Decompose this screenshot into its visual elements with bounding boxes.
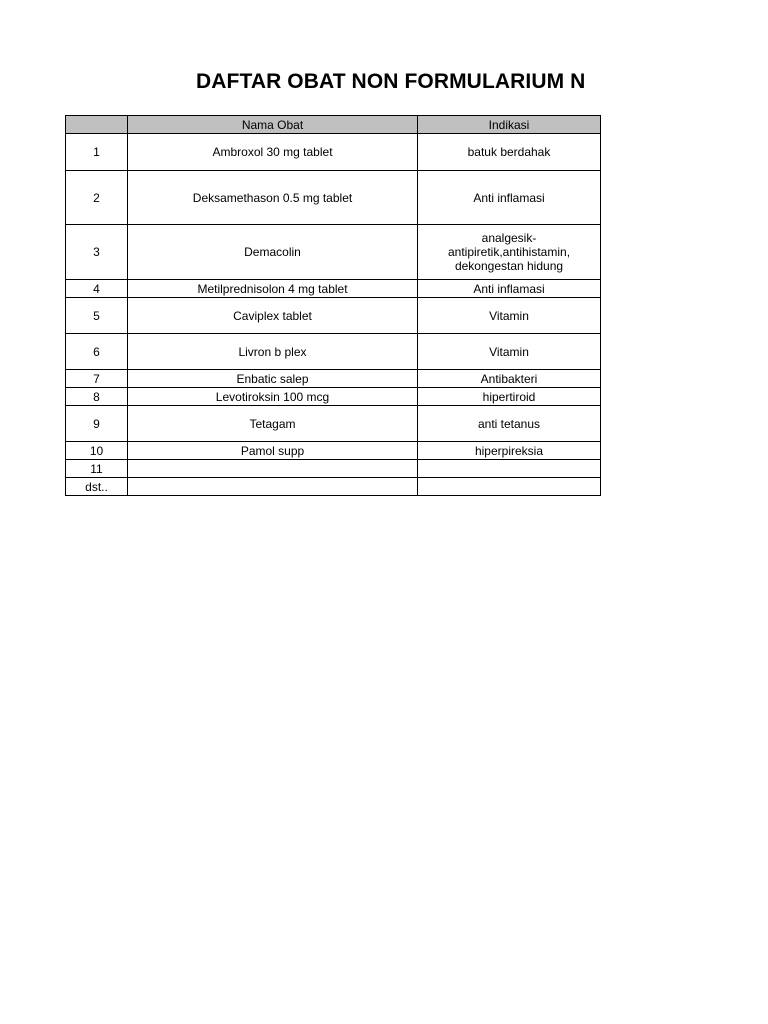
document-title: DAFTAR OBAT NON FORMULARIUM N (196, 70, 586, 93)
cell-no: dst.. (66, 478, 128, 496)
title-container (196, 66, 600, 98)
table-row (66, 460, 601, 478)
header-indikasi: Indikasi (418, 116, 601, 134)
cell-nama-obat (128, 478, 418, 496)
cell-nama-obat: Livron b plex (128, 334, 418, 370)
cell-nama-obat: Deksamethason 0.5 mg tablet (128, 171, 418, 225)
cell-nama-obat: Pamol supp (128, 442, 418, 460)
cell-no: 6 (66, 334, 128, 370)
cell-indikasi: Antibakteri (418, 370, 601, 388)
cell-nama-obat: Demacolin (128, 225, 418, 280)
cell-nama-obat (128, 460, 418, 478)
table-row (66, 171, 601, 225)
table-row (66, 442, 601, 460)
cell-no: 8 (66, 388, 128, 406)
cell-indikasi: batuk berdahak (418, 134, 601, 171)
cell-no: 3 (66, 225, 128, 280)
cell-nama-obat: Tetagam (128, 406, 418, 442)
cell-indikasi: hipertiroid (418, 388, 601, 406)
cell-no: 4 (66, 280, 128, 298)
table-row (66, 370, 601, 388)
table-row (66, 298, 601, 334)
cell-indikasi: Vitamin (418, 334, 601, 370)
cell-no: 7 (66, 370, 128, 388)
table-row (66, 134, 601, 171)
cell-nama-obat: Enbatic salep (128, 370, 418, 388)
cell-nama-obat: Ambroxol 30 mg tablet (128, 134, 418, 171)
cell-nama-obat: Levotiroksin 100 mcg (128, 388, 418, 406)
header-no (66, 116, 128, 134)
cell-no: 1 (66, 134, 128, 171)
table-row (66, 406, 601, 442)
cell-no: 10 (66, 442, 128, 460)
table-row (66, 334, 601, 370)
cell-no: 11 (66, 460, 128, 478)
cell-indikasi: hiperpireksia (418, 442, 601, 460)
cell-nama-obat: Caviplex tablet (128, 298, 418, 334)
table-row (66, 388, 601, 406)
table-row (66, 478, 601, 496)
cell-indikasi (418, 460, 601, 478)
cell-nama-obat: Metilprednisolon 4 mg tablet (128, 280, 418, 298)
cell-indikasi: Anti inflamasi (418, 280, 601, 298)
cell-indikasi: analgesik- antipiretik,antihistamin, dekongestan hidung (418, 225, 601, 280)
table-row (66, 225, 601, 280)
cell-indikasi: Anti inflamasi (418, 171, 601, 225)
drug-table (65, 115, 601, 496)
cell-no: 9 (66, 406, 128, 442)
header-nama-obat: Nama Obat (128, 116, 418, 134)
cell-indikasi: Vitamin (418, 298, 601, 334)
table-header-row (66, 116, 601, 134)
cell-no: 2 (66, 171, 128, 225)
table-row (66, 280, 601, 298)
cell-indikasi (418, 478, 601, 496)
cell-indikasi: anti tetanus (418, 406, 601, 442)
cell-no: 5 (66, 298, 128, 334)
